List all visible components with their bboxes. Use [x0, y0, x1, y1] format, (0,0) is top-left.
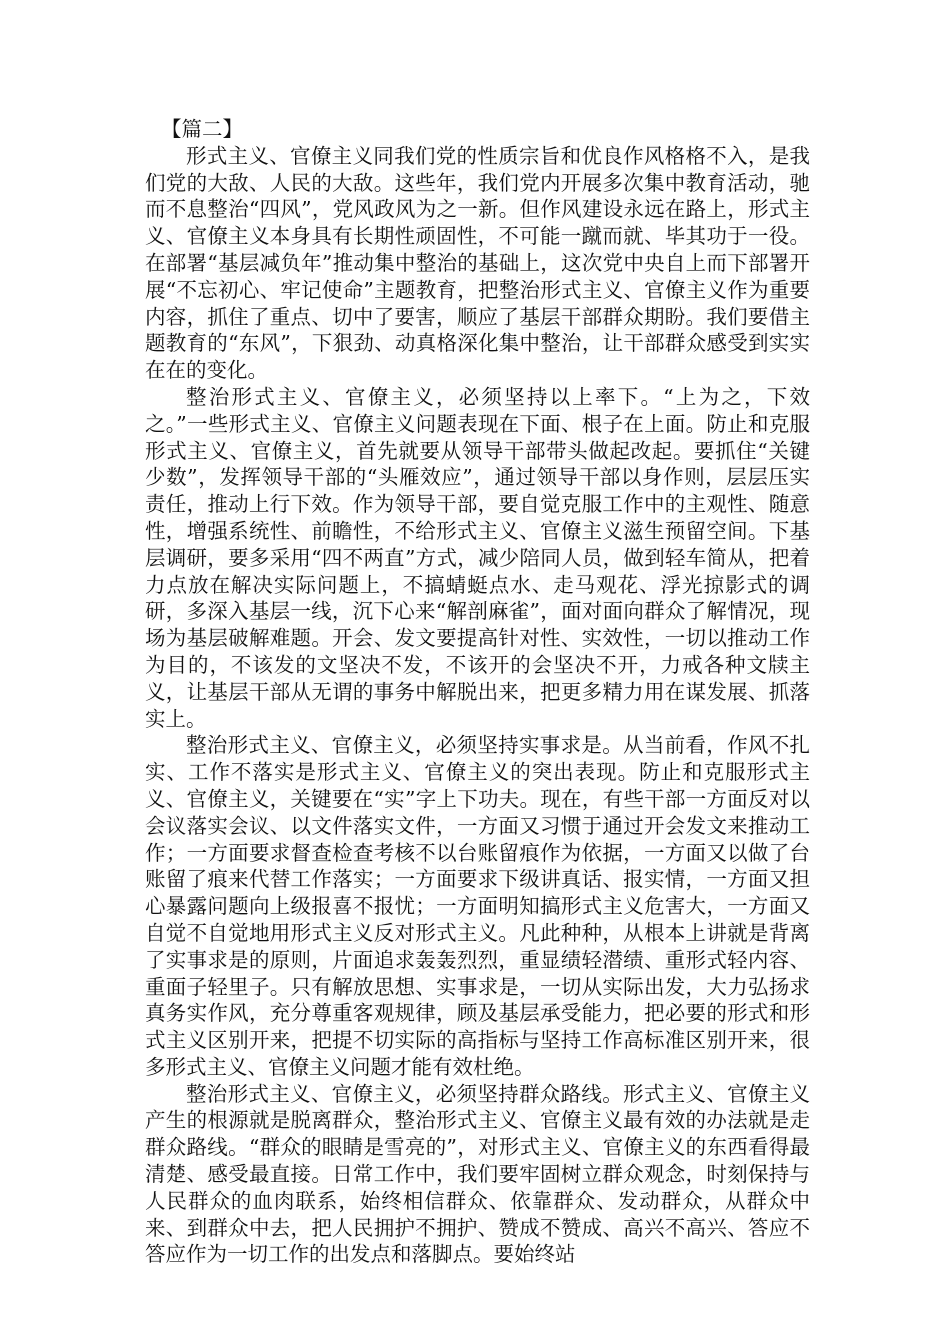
- section-heading: 【篇二】: [161, 117, 243, 141]
- paragraph-3: 整治形式主义、官僚主义，必须坚持实事求是。从当前看，作风不扎实、工作不落实是形式主义、官僚主义的突出表现。防止和克服形式主义、官僚主义，关键要在“实”字上下功夫。现在，有些干部一方面反对以会议落实会议、以文件落实文件，一方面又习惯于通过开会发文来推动工作；一方面要求督查检查考核不以台账留痕作为依据，一方面又以做了台账留了痕来代替工作落实；一方面要求下级讲真话、报实情，一方面又担心暴露问题向上级报喜不报忧；一方面明知搞形式主义危害大，一方面又自觉不自觉地用形式主义反对形式主义。凡此种种，从根本上讲就是背离了实事求是的原则，片面追求轰轰烈烈，重显绩轻潜绩、重形式轻内容、重面子轻里子。只有解放思想、实事求是，一切从实际出发，大力弘扬求真务实作风，充分尊重客观规律，顾及基层承受能力，把必要的形式和形式主义区别开来，把提不切实际的高指标与坚持工作高标准区别开来，很多形式主义、官僚主义问题才能有效杜绝。: [145, 733, 810, 1079]
- paragraph-4: 整治形式主义、官僚主义，必须坚持群众路线。形式主义、官僚主义产生的根源就是脱离群众，整治形式主义、官僚主义最有效的办法就是走群众路线。“群众的眼睛是雪亮的”，对形式主义、官僚主义的东西看得最清楚、感受最直接。日常工作中，我们要牢固树立群众观念，时刻保持与人民群众的血肉联系，始终相信群众、依靠群众、发动群众，从群众中来、到群众中去，把人民拥护不拥护、赞成不赞成、高兴不高兴、答应不答应作为一切工作的出发点和落脚点。要始终站: [145, 1081, 810, 1267]
- paragraph-2: 整治形式主义、官僚主义，必须坚持以上率下。“上为之，下效之。”一些形式主义、官僚主义问题表现在下面、根子在上面。防止和克服形式主义、官僚主义，首先就要从领导干部带头做起改起。要抓住“关键少数”，发挥领导干部的“头雁效应”，通过领导干部以身作则，层层压实责任，推动上行下效。作为领导干部，要自觉克服工作中的主观性、随意性，增强系统性、前瞻性，不给形式主义、官僚主义滋生预留空间。下基层调研，要多采用“四不两直”方式，减少陪同人员，做到轻车简从，把着力点放在解决实际问题上，不搞蜻蜓点水、走马观花、浮光掠影式的调研，多深入基层一线，沉下心来“解剖麻雀”，面对面向群众了解情况，现场为基层破解难题。开会、发文要提高针对性、实效性，一切以推动工作为目的，不该发的文坚决不发，不该开的会坚决不开，力戒各种文牍主义，让基层干部从无谓的事务中解脱出来，把更多精力用在谋发展、抓落实上。: [145, 384, 810, 731]
- document-page: [145, 116, 810, 1268]
- paragraph-1: 形式主义、官僚主义同我们党的性质宗旨和优良作风格格不入，是我们党的大敌、人民的大敌。这些年，我们党内开展多次集中教育活动，驰而不息整治“四风”，党风政风为之一新。但作风建设永远在路上，形式主义、官僚主义本身具有长期性顽固性，不可能一蹴而就、毕其功于一役。在部署“基层减负年”推动集中整治的基础上，这次党中央自上而下部署开展“不忘初心、牢记使命”主题教育，把整治形式主义、官僚主义作为重要内容，抓住了重点、切中了要害，顺应了基层干部群众期盼。我们要借主题教育的“东风”，下狠劲、动真格深化集中整治，让干部群众感受到实实在在的变化。: [145, 143, 810, 383]
